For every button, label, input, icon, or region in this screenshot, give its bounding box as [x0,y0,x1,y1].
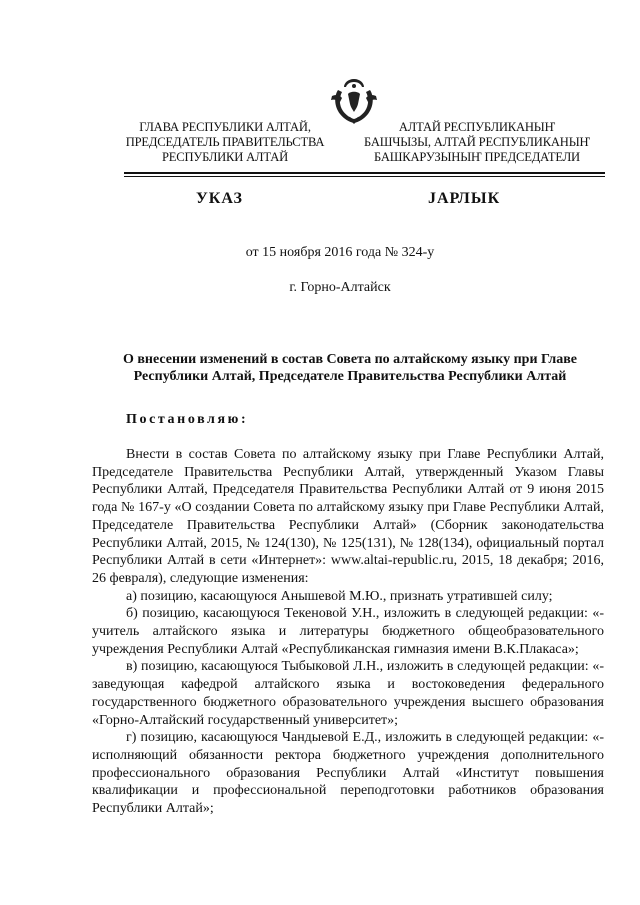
issuer-line: АЛТАЙ РЕСПУБЛИКАНЫҤ [398,120,556,134]
document-body [92,446,604,818]
body-paragraph: а) позицию, касающуюся Анышевой М.Ю., признать утратившей силу; [126,588,553,604]
subject-line: Республики Алтай, Председателе Правительства Республики Алтай [133,369,567,384]
document-subject [96,351,604,385]
body-paragraph: г) позицию, касающуюся Чандыевой Е.Д., изложить в следующей редакции: «-исполняющий обязанности ректора бюджетного учреждения дополнительного профессионального образования Республики Алтай «Институт повышения квалификации и профессиональной переподготовки работников образования Республики Алтай»; [92,730,604,817]
subject-line: О внесении изменений в состав Совета по алтайскому языку при Главе [122,352,577,367]
issuer-title-russian [118,120,332,165]
issuer-title-altai [350,120,604,165]
document-city: г. Горно-Алтайск [289,280,391,295]
document-type-altai: JАРЛЫК [428,190,501,207]
document-type-russian: УКАЗ [196,190,243,207]
document-date-number: от 15 ноября 2016 года № 324-у [245,245,435,260]
issuer-line: ПРЕДСЕДАТЕЛЬ ПРАВИТЕЛЬСТВА [125,135,325,149]
issuer-line: РЕСПУБЛИКИ АЛТАЙ [162,150,288,164]
body-paragraph: б) позицию, касающуюся Текеновой У.Н., изложить в следующей редакции: «- учитель алтайского языка и литературы бюджетного общеобразовательного учреждения Республики Алтай «Республиканская гимназия имени В.К.Плакаса»; [92,606,604,657]
body-paragraph: в) позицию, касающуюся Тыбыковой Л.Н., изложить в следующей редакции: «- заведующая кафедрой алтайского языка и востоковедения федерального государственного бюджетного образовательного учреждения высшего образования «Горно-Алтайский государственный университет»; [92,659,604,728]
issuer-line: БАШКАРУЗЫНЫҤ ПРЕДСЕДАТЕЛИ [374,150,580,164]
body-paragraph: Внести в состав Совета по алтайскому языку при Главе Республики Алтай, Председателе Правительства Республики Алтай, утвержденный Указом Главы Республики Алтай, Председателя Правительства Республики Алтай от 9 июня 2015 года № 167-у «О создании Совета по алтайскому языку при Главе Республики Алтай, Председателе Правительства Республики Алтай» (Сборник законодательства Республики Алтай, 2015, № 124(130), № 125(131), № 128(134), официальный портал Республики Алтай в сети «Интернет»: www.altai-republic.ru, 2015, 18 декабря; 2016, 26 февраля), следующие изменения: [92,447,604,586]
header-divider-thin [124,176,605,177]
issuer-line: ГЛАВА РЕСПУБЛИКИ АЛТАЙ, [139,120,311,134]
header-divider-thick [124,172,605,174]
decree-word: Постановляю: [126,412,249,427]
issuer-line: БАШЧЫЗЫ, АЛТАЙ РЕСПУБЛИКАНЫҤ [363,135,590,149]
coat-of-arms-icon [328,76,380,126]
